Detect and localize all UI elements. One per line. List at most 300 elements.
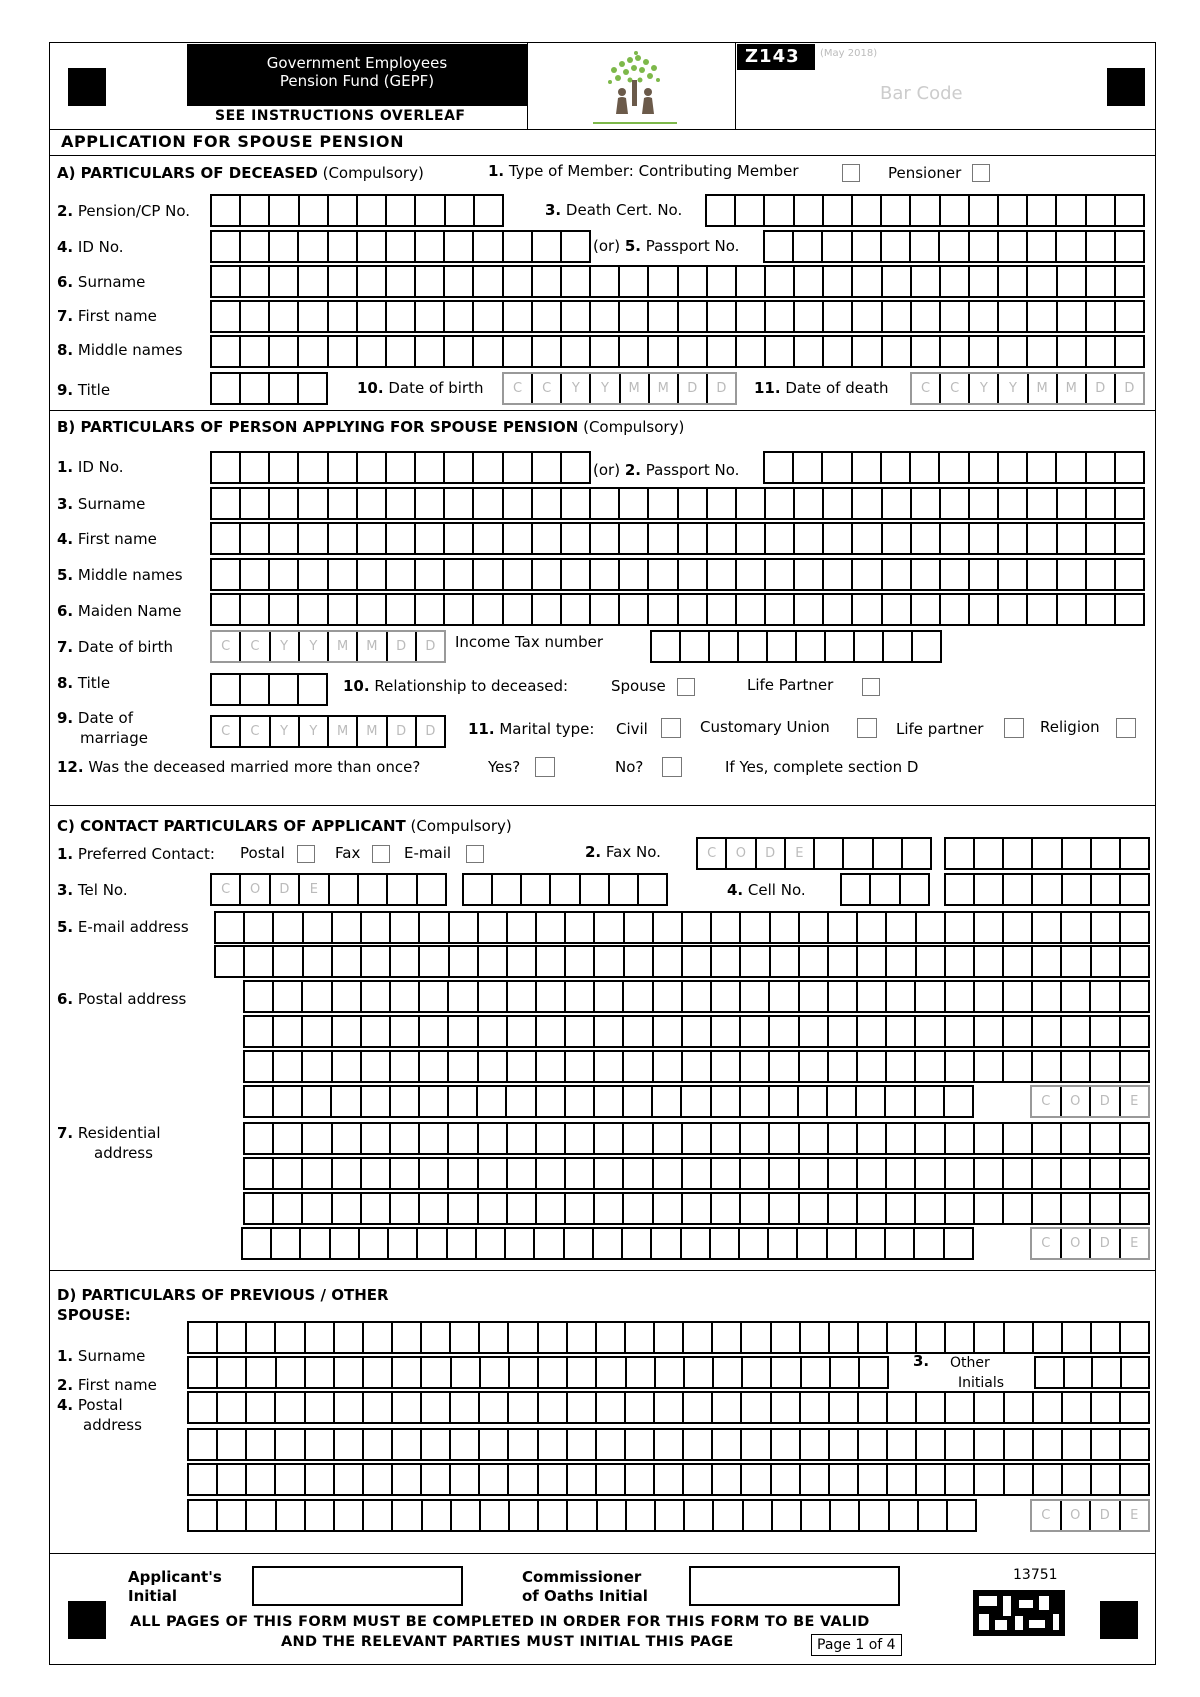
- char-box[interactable]: [566, 1465, 595, 1494]
- char-box[interactable]: [1090, 947, 1119, 976]
- char-box[interactable]: [472, 489, 501, 518]
- char-box[interactable]: [742, 1501, 771, 1530]
- char-box[interactable]: [362, 1465, 391, 1494]
- char-box[interactable]: [822, 489, 851, 518]
- deceased-middle-names-input[interactable]: [210, 335, 1145, 368]
- char-box[interactable]: [389, 913, 418, 942]
- char-box[interactable]: [654, 1501, 683, 1530]
- char-box[interactable]: [829, 1501, 858, 1530]
- char-box[interactable]: [1114, 453, 1143, 482]
- char-box[interactable]: [799, 1430, 828, 1459]
- char-box[interactable]: [968, 524, 997, 553]
- char-box[interactable]: [910, 595, 939, 624]
- char-box[interactable]: [385, 337, 414, 366]
- customary-union-checkbox[interactable]: [857, 718, 877, 738]
- char-box[interactable]: [997, 595, 1026, 624]
- char-box[interactable]: [418, 913, 447, 942]
- char-box[interactable]: [245, 1194, 272, 1223]
- char-box[interactable]: [535, 947, 564, 976]
- char-box[interactable]: [531, 489, 560, 518]
- char-box[interactable]: [449, 1393, 478, 1422]
- char-box[interactable]: [764, 302, 793, 331]
- char-box[interactable]: [362, 1430, 391, 1459]
- char-box[interactable]: [329, 1229, 358, 1258]
- char-box[interactable]: [560, 524, 589, 553]
- char-box[interactable]: [914, 1194, 943, 1223]
- applicant-surname-input[interactable]: [210, 487, 1145, 520]
- char-box[interactable]: [650, 1229, 679, 1258]
- postal-address-input-line-2[interactable]: [243, 1015, 1150, 1048]
- char-box[interactable]: [618, 524, 647, 553]
- char-box[interactable]: [331, 1124, 360, 1153]
- char-box[interactable]: [681, 947, 710, 976]
- char-box[interactable]: [1119, 947, 1148, 976]
- char-box[interactable]: [448, 913, 477, 942]
- char-box[interactable]: [327, 453, 356, 482]
- char-box[interactable]: [944, 1393, 973, 1422]
- char-box[interactable]: [593, 1124, 622, 1153]
- char-box[interactable]: Y: [968, 374, 997, 403]
- char-box[interactable]: [710, 1087, 739, 1116]
- char-box[interactable]: [938, 453, 967, 482]
- char-box[interactable]: [735, 489, 764, 518]
- char-box[interactable]: [734, 196, 763, 225]
- char-box[interactable]: [391, 1323, 420, 1352]
- char-box[interactable]: [1031, 1124, 1060, 1153]
- char-box[interactable]: [531, 302, 560, 331]
- char-box[interactable]: [1119, 1194, 1148, 1223]
- char-box[interactable]: [793, 302, 822, 331]
- char-box[interactable]: [477, 913, 506, 942]
- char-box[interactable]: [682, 1323, 711, 1352]
- postal-code-input[interactable]: [1030, 1085, 1150, 1118]
- char-box[interactable]: [595, 1358, 624, 1387]
- char-box[interactable]: [851, 560, 880, 589]
- char-box[interactable]: [792, 232, 821, 261]
- char-box[interactable]: [885, 947, 914, 976]
- char-box[interactable]: [799, 1465, 828, 1494]
- char-box[interactable]: [681, 982, 710, 1011]
- char-box[interactable]: [1002, 1159, 1031, 1188]
- char-box[interactable]: Y: [298, 632, 327, 661]
- char-box[interactable]: [385, 524, 414, 553]
- char-box[interactable]: [739, 982, 768, 1011]
- email-address-input-line-1[interactable]: [214, 911, 1150, 944]
- char-box[interactable]: [1061, 1430, 1090, 1459]
- char-box[interactable]: [566, 1393, 595, 1422]
- char-box[interactable]: [770, 1323, 799, 1352]
- char-box[interactable]: [712, 1358, 741, 1387]
- applicant-passport-input[interactable]: [763, 451, 1145, 484]
- char-box[interactable]: Y: [269, 717, 298, 746]
- char-box[interactable]: [327, 489, 356, 518]
- char-box[interactable]: [968, 595, 997, 624]
- char-box[interactable]: [212, 524, 239, 553]
- char-box[interactable]: [1060, 1052, 1089, 1081]
- char-box[interactable]: [297, 337, 326, 366]
- char-box[interactable]: [764, 337, 793, 366]
- char-box[interactable]: [997, 267, 1026, 296]
- deceased-surname-input[interactable]: [210, 265, 1145, 298]
- char-box[interactable]: [625, 1501, 654, 1530]
- char-box[interactable]: [327, 267, 356, 296]
- char-box[interactable]: [245, 1465, 274, 1494]
- char-box[interactable]: [268, 675, 297, 704]
- char-box[interactable]: [944, 1323, 973, 1352]
- char-box[interactable]: [331, 1194, 360, 1223]
- char-box[interactable]: [1119, 1159, 1148, 1188]
- char-box[interactable]: [973, 982, 1002, 1011]
- char-box[interactable]: [822, 302, 851, 331]
- char-box[interactable]: [535, 1159, 564, 1188]
- char-box[interactable]: [939, 595, 968, 624]
- char-box[interactable]: [239, 232, 268, 261]
- char-box[interactable]: D: [415, 632, 444, 661]
- char-box[interactable]: [212, 453, 239, 482]
- char-box[interactable]: [939, 560, 968, 589]
- char-box[interactable]: [968, 337, 997, 366]
- char-box[interactable]: [535, 1087, 564, 1116]
- char-box[interactable]: [622, 1124, 651, 1153]
- char-box[interactable]: [535, 913, 564, 942]
- char-box[interactable]: [679, 632, 708, 661]
- char-box[interactable]: [420, 1465, 449, 1494]
- char-box[interactable]: [414, 196, 443, 225]
- char-box[interactable]: [444, 196, 473, 225]
- char-box[interactable]: [1085, 524, 1114, 553]
- char-box[interactable]: [537, 1430, 566, 1459]
- char-box[interactable]: [268, 489, 297, 518]
- char-box[interactable]: [333, 1358, 362, 1387]
- char-box[interactable]: [212, 232, 239, 261]
- char-box[interactable]: [997, 489, 1026, 518]
- char-box[interactable]: [829, 1358, 858, 1387]
- char-box[interactable]: [886, 1323, 915, 1352]
- char-box[interactable]: [739, 1124, 768, 1153]
- char-box[interactable]: [508, 1358, 537, 1387]
- char-box[interactable]: [304, 1393, 333, 1422]
- char-box[interactable]: [1026, 489, 1055, 518]
- char-box[interactable]: [507, 1323, 536, 1352]
- char-box[interactable]: [418, 1087, 447, 1116]
- char-box[interactable]: [885, 1124, 914, 1153]
- char-box[interactable]: [297, 560, 326, 589]
- char-box[interactable]: [447, 1159, 476, 1188]
- char-box[interactable]: [911, 632, 940, 661]
- char-box[interactable]: [652, 982, 681, 1011]
- char-box[interactable]: [910, 267, 939, 296]
- char-box[interactable]: [385, 196, 414, 225]
- char-box[interactable]: [973, 947, 1002, 976]
- char-box[interactable]: [564, 1124, 593, 1153]
- char-box[interactable]: [239, 374, 268, 403]
- char-box[interactable]: [813, 839, 842, 868]
- char-box[interactable]: [243, 947, 272, 976]
- char-box[interactable]: [360, 913, 389, 942]
- char-box[interactable]: [822, 560, 851, 589]
- char-box[interactable]: [851, 232, 880, 261]
- applicant-title-input[interactable]: [210, 673, 328, 706]
- char-box[interactable]: [593, 1052, 622, 1081]
- char-box[interactable]: [389, 1052, 418, 1081]
- char-box[interactable]: [473, 196, 502, 225]
- char-box[interactable]: [356, 267, 385, 296]
- char-box[interactable]: [216, 1501, 245, 1530]
- char-box[interactable]: O: [1060, 1501, 1090, 1530]
- char-box[interactable]: [560, 489, 589, 518]
- char-box[interactable]: [268, 196, 297, 225]
- char-box[interactable]: [768, 982, 797, 1011]
- char-box[interactable]: [884, 1087, 913, 1116]
- deceased-passport-input[interactable]: [763, 230, 1145, 263]
- char-box[interactable]: [447, 982, 476, 1011]
- char-box[interactable]: [475, 1229, 504, 1258]
- char-box[interactable]: [857, 1393, 886, 1422]
- char-box[interactable]: [414, 302, 443, 331]
- char-box[interactable]: [842, 875, 869, 904]
- char-box[interactable]: [828, 1430, 857, 1459]
- char-box[interactable]: [770, 1393, 799, 1422]
- char-box[interactable]: [1002, 947, 1031, 976]
- char-box[interactable]: [681, 1194, 710, 1223]
- char-box[interactable]: [739, 1017, 768, 1046]
- char-box[interactable]: [274, 1465, 303, 1494]
- char-box[interactable]: [798, 947, 827, 976]
- char-box[interactable]: [245, 1323, 274, 1352]
- char-box[interactable]: [914, 1087, 943, 1116]
- char-box[interactable]: [768, 1194, 797, 1223]
- char-box[interactable]: C: [1041, 1236, 1051, 1251]
- char-box[interactable]: [793, 560, 822, 589]
- char-box[interactable]: [1060, 947, 1089, 976]
- char-box[interactable]: [793, 524, 822, 553]
- char-box[interactable]: [1032, 1465, 1061, 1494]
- char-box[interactable]: [710, 1159, 739, 1188]
- char-box[interactable]: [944, 1430, 973, 1459]
- char-box[interactable]: [880, 196, 909, 225]
- char-box[interactable]: [706, 267, 735, 296]
- char-box[interactable]: [915, 1323, 944, 1352]
- char-box[interactable]: [827, 1052, 856, 1081]
- char-box[interactable]: [910, 524, 939, 553]
- char-box[interactable]: [389, 1124, 418, 1153]
- char-box[interactable]: [593, 947, 622, 976]
- char-box[interactable]: [502, 489, 531, 518]
- char-box[interactable]: [622, 1052, 651, 1081]
- char-box[interactable]: [939, 337, 968, 366]
- char-box[interactable]: [681, 1052, 710, 1081]
- char-box[interactable]: [589, 337, 618, 366]
- char-box[interactable]: C: [1041, 1094, 1051, 1109]
- char-box[interactable]: [792, 453, 821, 482]
- char-box[interactable]: [304, 1323, 333, 1352]
- char-box[interactable]: [566, 1358, 595, 1387]
- char-box[interactable]: [507, 1393, 536, 1422]
- char-box[interactable]: [356, 560, 385, 589]
- char-box[interactable]: [973, 1159, 1002, 1188]
- char-box[interactable]: [447, 1087, 476, 1116]
- char-box[interactable]: [356, 453, 385, 482]
- char-box[interactable]: [268, 560, 297, 589]
- char-box[interactable]: [881, 595, 910, 624]
- char-box[interactable]: [216, 1430, 245, 1459]
- char-box[interactable]: [856, 1159, 885, 1188]
- char-box[interactable]: [1120, 1358, 1149, 1387]
- char-box[interactable]: [579, 875, 608, 904]
- char-box[interactable]: [212, 489, 239, 518]
- char-box[interactable]: [189, 1358, 216, 1387]
- char-box[interactable]: [212, 595, 239, 624]
- char-box[interactable]: [331, 1052, 360, 1081]
- char-box[interactable]: [443, 560, 472, 589]
- char-box[interactable]: [764, 595, 793, 624]
- char-box[interactable]: [270, 1229, 299, 1258]
- char-box[interactable]: [447, 1017, 476, 1046]
- char-box[interactable]: [851, 595, 880, 624]
- char-box[interactable]: [327, 560, 356, 589]
- char-box[interactable]: [239, 453, 268, 482]
- char-box[interactable]: C: [513, 381, 523, 396]
- char-box[interactable]: [274, 1393, 303, 1422]
- char-box[interactable]: [647, 267, 676, 296]
- char-box[interactable]: [502, 560, 531, 589]
- char-box[interactable]: [1031, 1052, 1060, 1081]
- char-box[interactable]: [385, 232, 414, 261]
- char-box[interactable]: [909, 453, 938, 482]
- char-box[interactable]: [822, 337, 851, 366]
- char-box[interactable]: [418, 982, 447, 1011]
- char-box[interactable]: [943, 1229, 972, 1258]
- char-box[interactable]: [647, 595, 676, 624]
- char-box[interactable]: [589, 560, 618, 589]
- previous-postal-input-line-2[interactable]: [187, 1428, 1150, 1461]
- char-box[interactable]: [939, 267, 968, 296]
- char-box[interactable]: [268, 302, 297, 331]
- char-box[interactable]: [881, 489, 910, 518]
- char-box[interactable]: [212, 560, 239, 589]
- deceased-dob-input[interactable]: [502, 372, 737, 405]
- char-box[interactable]: [268, 453, 297, 482]
- char-box[interactable]: [770, 1358, 799, 1387]
- char-box[interactable]: [1119, 1393, 1148, 1422]
- char-box[interactable]: [799, 1393, 828, 1422]
- char-box[interactable]: [1026, 337, 1055, 366]
- char-box[interactable]: [275, 1501, 304, 1530]
- char-box[interactable]: [1060, 982, 1089, 1011]
- char-box[interactable]: [768, 1124, 797, 1153]
- char-box[interactable]: [681, 1159, 710, 1188]
- char-box[interactable]: [333, 1430, 362, 1459]
- char-box[interactable]: [768, 1159, 797, 1188]
- char-box[interactable]: [449, 1465, 478, 1494]
- char-box[interactable]: [1114, 560, 1143, 589]
- char-box[interactable]: [592, 1229, 621, 1258]
- char-box[interactable]: [418, 1052, 447, 1081]
- char-box[interactable]: [443, 337, 472, 366]
- char-box[interactable]: [944, 1017, 973, 1046]
- char-box[interactable]: [624, 1393, 653, 1422]
- char-box[interactable]: [608, 875, 637, 904]
- char-box[interactable]: [624, 1430, 653, 1459]
- char-box[interactable]: [478, 1465, 507, 1494]
- char-box[interactable]: [1056, 489, 1085, 518]
- char-box[interactable]: Y: [589, 374, 618, 403]
- char-box[interactable]: [793, 595, 822, 624]
- char-box[interactable]: [362, 1358, 391, 1387]
- char-box[interactable]: [1061, 875, 1090, 904]
- char-box[interactable]: [479, 1358, 508, 1387]
- char-box[interactable]: [653, 1323, 682, 1352]
- char-box[interactable]: [1114, 232, 1143, 261]
- char-box[interactable]: [1061, 1393, 1090, 1422]
- char-box[interactable]: [855, 1087, 884, 1116]
- char-box[interactable]: [1090, 1465, 1119, 1494]
- residential-address-input-line-4[interactable]: [241, 1227, 974, 1260]
- char-box[interactable]: [502, 267, 531, 296]
- char-box[interactable]: [356, 302, 385, 331]
- char-box[interactable]: [1060, 913, 1089, 942]
- char-box[interactable]: [793, 267, 822, 296]
- char-box[interactable]: [506, 982, 535, 1011]
- char-box[interactable]: [1056, 595, 1085, 624]
- char-box[interactable]: [297, 489, 326, 518]
- char-box[interactable]: [682, 1430, 711, 1459]
- char-box[interactable]: [1119, 913, 1148, 942]
- char-box[interactable]: [858, 1358, 887, 1387]
- char-box[interactable]: [1114, 489, 1143, 518]
- char-box[interactable]: [1090, 1430, 1119, 1459]
- char-box[interactable]: [881, 560, 910, 589]
- char-box[interactable]: [272, 913, 301, 942]
- char-box[interactable]: [274, 1430, 303, 1459]
- char-box[interactable]: [537, 1323, 566, 1352]
- char-box[interactable]: [706, 524, 735, 553]
- char-box[interactable]: [239, 524, 268, 553]
- char-box[interactable]: [560, 302, 589, 331]
- char-box[interactable]: D: [1114, 374, 1143, 403]
- char-box[interactable]: [593, 1194, 622, 1223]
- char-box[interactable]: [681, 1017, 710, 1046]
- char-box[interactable]: [414, 453, 443, 482]
- char-box[interactable]: [944, 1159, 973, 1188]
- char-box[interactable]: [1114, 196, 1143, 225]
- char-box[interactable]: [560, 595, 589, 624]
- char-box[interactable]: [857, 1323, 886, 1352]
- char-box[interactable]: [272, 982, 301, 1011]
- char-box[interactable]: [245, 982, 272, 1011]
- char-box[interactable]: [389, 1194, 418, 1223]
- email-address-input-line-2[interactable]: [214, 945, 1150, 978]
- char-box[interactable]: [385, 560, 414, 589]
- previous-postal-input-line-4[interactable]: [187, 1499, 977, 1532]
- char-box[interactable]: [1119, 1465, 1148, 1494]
- char-box[interactable]: [968, 267, 997, 296]
- char-box[interactable]: [443, 489, 472, 518]
- char-box[interactable]: [740, 1465, 769, 1494]
- char-box[interactable]: [739, 913, 768, 942]
- char-box[interactable]: D: [706, 374, 735, 403]
- char-box[interactable]: [680, 1229, 709, 1258]
- char-box[interactable]: [216, 1323, 245, 1352]
- char-box[interactable]: [822, 524, 851, 553]
- char-box[interactable]: [589, 267, 618, 296]
- char-box[interactable]: [910, 337, 939, 366]
- char-box[interactable]: [735, 595, 764, 624]
- char-box[interactable]: [735, 302, 764, 331]
- char-box[interactable]: [564, 913, 593, 942]
- char-box[interactable]: [239, 337, 268, 366]
- char-box[interactable]: [472, 267, 501, 296]
